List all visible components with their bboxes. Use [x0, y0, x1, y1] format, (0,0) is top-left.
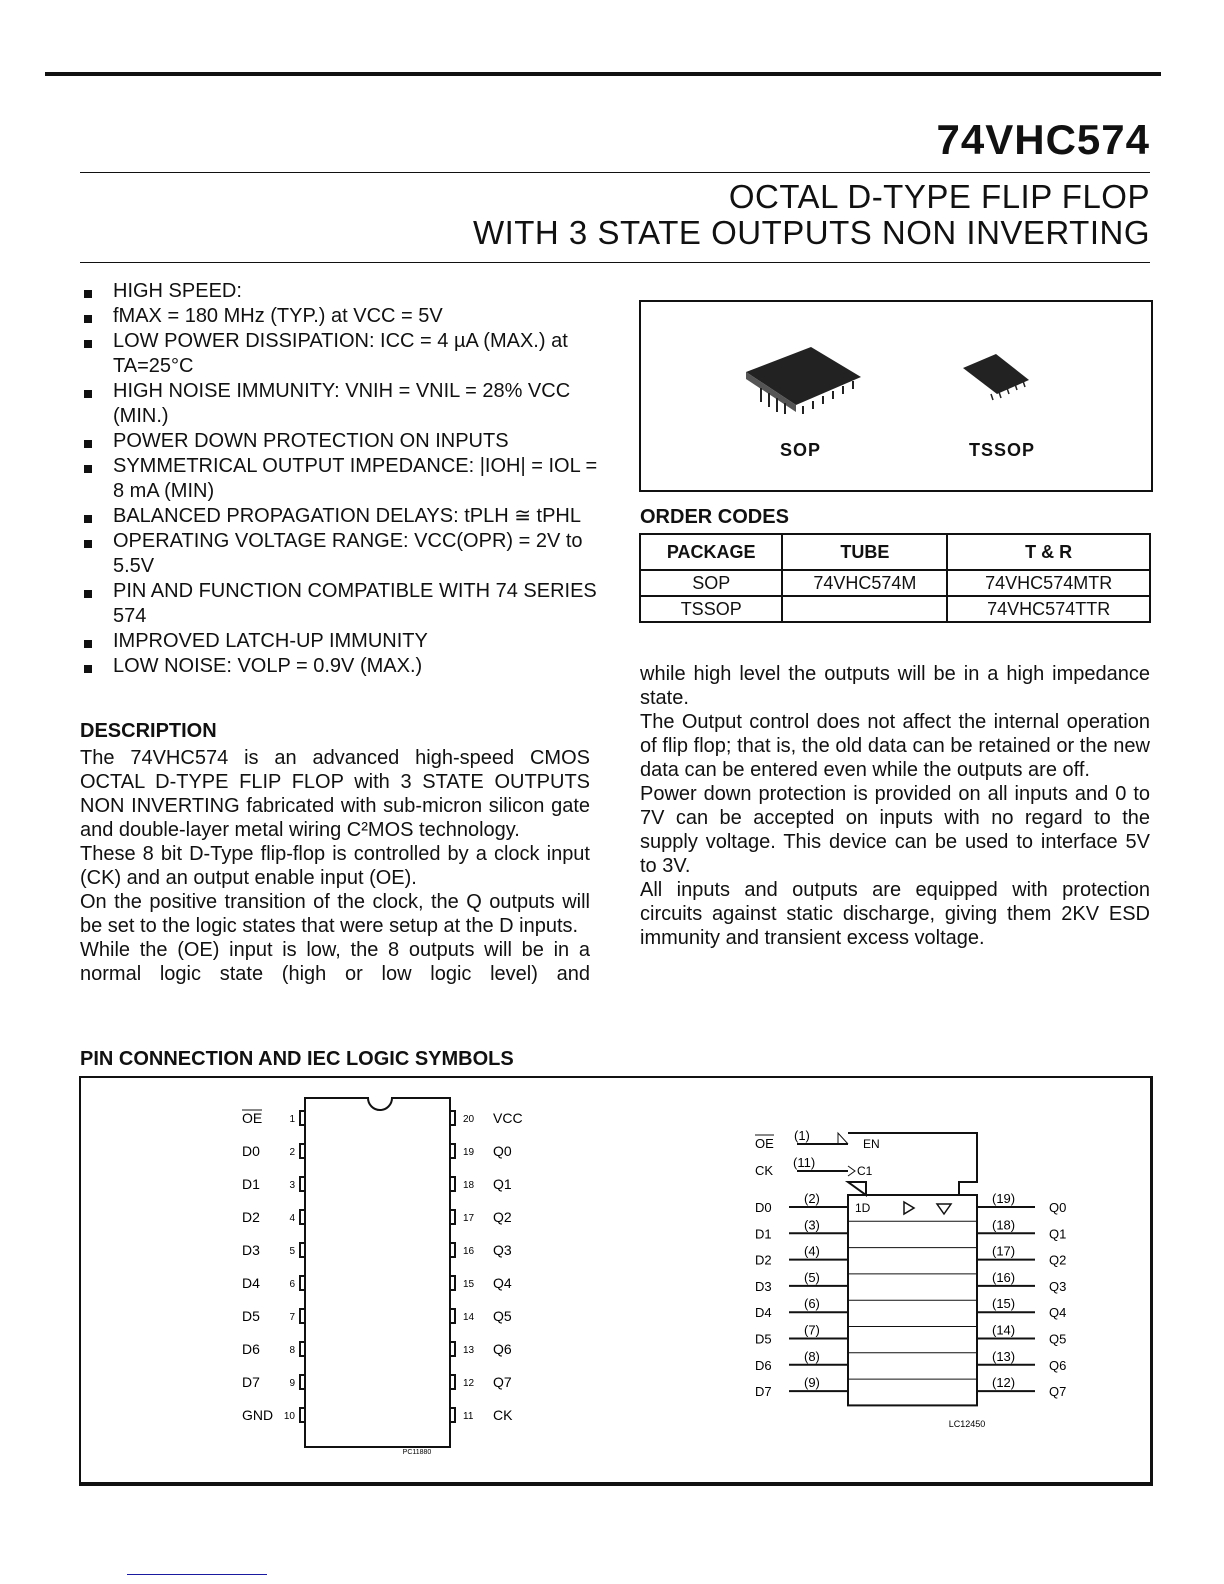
tssop-package-icon: [963, 354, 1029, 400]
sop-package-icon: [746, 347, 861, 414]
pin-number: 1: [289, 1114, 295, 1125]
pin-name: D0: [242, 1143, 260, 1159]
description-paragraph: While the (OE) input is low, the 8 outputs will be in a normal logic state (high or low logic level) and: [80, 939, 590, 985]
description-heading: DESCRIPTION: [80, 720, 217, 742]
part-number-title: 74VHC574: [936, 116, 1150, 163]
package-illustrations: [641, 302, 1151, 490]
column-header: T & R: [947, 534, 1150, 570]
tssop-label: TSSOP: [969, 440, 1036, 460]
feature-item: PIN AND FUNCTION COMPATIBLE WITH 74 SERIES 574: [80, 579, 600, 629]
pin-pad: [300, 1309, 305, 1323]
oe-label: OE: [755, 1136, 774, 1151]
description-paragraph: All inputs and outputs are equipped with protection circuits against static discharge, giving them 2KV ESD immunity and transient excess voltage.: [640, 879, 1150, 949]
output-pin: (17): [992, 1243, 1016, 1259]
output-name: Q2: [1049, 1252, 1067, 1268]
input-pin: (7): [804, 1322, 820, 1338]
pin-name: Q5: [493, 1308, 512, 1324]
feature-item: LOW NOISE: VOLP = 0.9V (MAX.): [80, 654, 600, 679]
input-name: D0: [755, 1200, 772, 1215]
pin-pad: [300, 1375, 305, 1389]
pin-pad: [300, 1243, 305, 1257]
title-rule: [80, 172, 1150, 173]
pin-name: VCC: [493, 1110, 523, 1126]
pin-pad: [450, 1342, 455, 1356]
pin-pad: [450, 1111, 455, 1125]
input-pin: (9): [804, 1375, 820, 1391]
pin-name: D4: [242, 1275, 260, 1291]
pin-name: Q6: [493, 1341, 512, 1357]
pin-number: 6: [289, 1279, 295, 1290]
table-cell: 74VHC574TTR: [947, 596, 1150, 622]
diagram-code: LC12450: [948, 1419, 986, 1429]
output-pin: (16): [992, 1269, 1016, 1285]
c1-label: C1: [857, 1164, 873, 1178]
pin-name: Q1: [493, 1176, 512, 1192]
pin-name: Q7: [493, 1374, 512, 1390]
input-name: D1: [755, 1226, 772, 1242]
pin-pad: [450, 1210, 455, 1224]
input-pin: (4): [804, 1243, 820, 1259]
input-name: D5: [755, 1331, 772, 1347]
output-name: Q5: [1049, 1331, 1067, 1347]
pin-pad: [300, 1276, 305, 1290]
input-pin: (6): [804, 1296, 820, 1312]
pin-connection-heading: PIN CONNECTION AND IEC LOGIC SYMBOLS: [80, 1048, 514, 1070]
pin-name: Q4: [493, 1275, 512, 1291]
table-row: [640, 570, 1150, 596]
footer-link-underline[interactable]: [127, 1574, 267, 1575]
table-cell: [782, 596, 947, 622]
pin-number: 5: [289, 1246, 295, 1257]
pin-number: 19: [463, 1147, 475, 1158]
feature-item: HIGH NOISE IMMUNITY: VNIH = VNIL = 28% VCC (MIN.): [80, 379, 600, 429]
input-pin: (2): [804, 1191, 820, 1206]
description-paragraph: while high level the outputs will be in a high impedance state.: [640, 663, 1150, 709]
pin-number: 17: [463, 1213, 475, 1224]
cell-label: 1D: [855, 1201, 871, 1215]
pin-pad: [450, 1309, 455, 1323]
pin-name: D1: [242, 1176, 260, 1192]
output-pin: (15): [992, 1296, 1016, 1312]
output-pin: (12): [992, 1375, 1016, 1391]
output-pin: (18): [992, 1217, 1016, 1233]
column-header: PACKAGE: [640, 534, 782, 570]
pin-number: 13: [463, 1345, 475, 1356]
ck-label: CK: [755, 1163, 774, 1178]
pin-name: D5: [242, 1308, 260, 1324]
pin-name: D7: [242, 1374, 260, 1390]
en-label: EN: [863, 1137, 880, 1151]
pin-pad: [450, 1408, 455, 1422]
table-row: [640, 596, 1150, 622]
pin-pad: [450, 1243, 455, 1257]
pin-number: 2: [289, 1147, 295, 1158]
description-paragraph: These 8 bit D-Type flip-flop is controlled by a clock input (CK) and an output enable input (OE).: [80, 843, 590, 889]
output-name: Q7: [1049, 1384, 1067, 1400]
description-paragraph: The 74VHC574 is an advanced high-speed CMOS OCTAL D-TYPE FLIP FLOP with 3 STATE OUTPUTS NON INVERTING fabricated with sub-micron silicon gate and double-layer metal wiring C²MOS technology.: [80, 747, 590, 841]
clock-triangle-icon: [848, 1166, 855, 1176]
pin-name: D3: [242, 1242, 260, 1258]
pin-name: CK: [493, 1407, 513, 1423]
input-pin: (8): [804, 1348, 820, 1364]
description-left-column: [80, 746, 590, 986]
pin-pad: [450, 1276, 455, 1290]
pin-pad: [300, 1144, 305, 1158]
pin-pad: [300, 1408, 305, 1422]
output-name: Q1: [1049, 1226, 1067, 1242]
pin-pad: [300, 1111, 305, 1125]
pin-pad: [300, 1210, 305, 1224]
pin-pad: [450, 1177, 455, 1191]
pin-pad: [300, 1342, 305, 1356]
input-pin: (3): [804, 1217, 820, 1233]
pin-number: 9: [289, 1378, 295, 1389]
three-state-icon: [937, 1204, 951, 1214]
pin-number: 7: [289, 1312, 295, 1323]
output-name: Q0: [1049, 1200, 1067, 1215]
table-cell: TSSOP: [640, 596, 782, 622]
pin-and-logic-diagram: [81, 1078, 1150, 1482]
pin-number: 18: [463, 1180, 475, 1191]
negation-icon: [838, 1133, 848, 1144]
column-header: TUBE: [782, 534, 947, 570]
order-codes-table: [639, 533, 1151, 623]
feature-item: IMPROVED LATCH-UP IMMUNITY: [80, 629, 600, 654]
oe-pin: (1): [794, 1128, 810, 1143]
input-name: D2: [755, 1252, 772, 1268]
feature-item: LOW POWER DISSIPATION: ICC = 4 µA (MAX.) at TA=25°C: [80, 329, 600, 379]
feature-item: HIGH SPEED:: [80, 279, 600, 304]
output-pin: (19): [992, 1191, 1016, 1206]
diagram-code: PC11880: [402, 1449, 432, 1456]
order-codes-heading: ORDER CODES: [640, 506, 789, 528]
pin-number: 8: [289, 1345, 295, 1356]
pin-name: D2: [242, 1209, 260, 1225]
feature-item: fMAX = 180 MHz (TYP.) at VCC = 5V: [80, 304, 600, 329]
output-name: Q4: [1049, 1305, 1067, 1321]
description-paragraph: Power down protection is provided on all inputs and 0 to 7V can be accepted on inputs with no regard to the supply voltage. This device can be used to interface 5V to 3V.: [640, 783, 1150, 877]
input-name: D4: [755, 1305, 772, 1321]
pin-name: D6: [242, 1341, 260, 1357]
buffer-icon: [904, 1202, 914, 1214]
feature-item: SYMMETRICAL OUTPUT IMPEDANCE: |IOH| = IOL = 8 mA (MIN): [80, 454, 600, 504]
feature-item: OPERATING VOLTAGE RANGE: VCC(OPR) = 2V to 5.5V: [80, 529, 600, 579]
pin-name: Q3: [493, 1242, 512, 1258]
pin-number: 20: [463, 1114, 475, 1125]
description-paragraph: On the positive transition of the clock, the Q outputs will be set to the logic states that were setup at the D inputs.: [80, 891, 590, 937]
output-name: Q3: [1049, 1278, 1067, 1294]
pin-pad: [450, 1375, 455, 1389]
subtitle-rule: [80, 262, 1150, 263]
subtitle-line-1: OCTAL D-TYPE FLIP FLOP: [728, 178, 1150, 215]
table-cell: SOP: [640, 570, 782, 596]
pin-number: 14: [463, 1312, 475, 1323]
pin-number: 12: [463, 1378, 475, 1389]
pin-name: Q0: [493, 1143, 512, 1159]
pin-diagram-box: [79, 1076, 1153, 1486]
feature-item: POWER DOWN PROTECTION ON INPUTS: [80, 429, 600, 454]
pin-pad: [300, 1177, 305, 1191]
pin-number: 3: [289, 1180, 295, 1191]
pin-name: OE: [242, 1110, 263, 1126]
table-cell: 74VHC574M: [782, 570, 947, 596]
top-rule: [45, 72, 1161, 76]
pin-number: 4: [289, 1213, 295, 1224]
table-header-row: [640, 534, 1150, 570]
table-cell: 74VHC574MTR: [947, 570, 1150, 596]
output-name: Q6: [1049, 1357, 1067, 1373]
description-paragraph: The Output control does not affect the internal operation of flip flop; that is, the old data can be retained or the new data can be entered even while the outputs are off.: [640, 711, 1150, 781]
pin-number: 10: [283, 1411, 295, 1422]
pin-number: 16: [463, 1246, 475, 1257]
input-name: D3: [755, 1278, 772, 1294]
features-list: [80, 279, 600, 679]
pin-pad: [450, 1144, 455, 1158]
pin-name: GND: [242, 1407, 274, 1423]
output-pin: (13): [992, 1348, 1016, 1364]
input-name: D7: [755, 1384, 772, 1400]
pin-number: 15: [463, 1279, 475, 1290]
output-pin: (14): [992, 1322, 1016, 1338]
sop-label: SOP: [780, 440, 822, 460]
ck-pin: (11): [793, 1155, 816, 1170]
feature-item: BALANCED PROPAGATION DELAYS: tPLH ≅ tPHL: [80, 504, 600, 529]
pin-number: 11: [463, 1411, 474, 1422]
package-box: [639, 300, 1153, 492]
dip-package-outline: [305, 1098, 450, 1447]
pin-name: Q2: [493, 1209, 512, 1225]
subtitle-line-2: WITH 3 STATE OUTPUTS NON INVERTING: [472, 214, 1150, 251]
description-right-column: [640, 662, 1150, 950]
input-pin: (5): [804, 1269, 820, 1285]
input-name: D6: [755, 1357, 772, 1373]
